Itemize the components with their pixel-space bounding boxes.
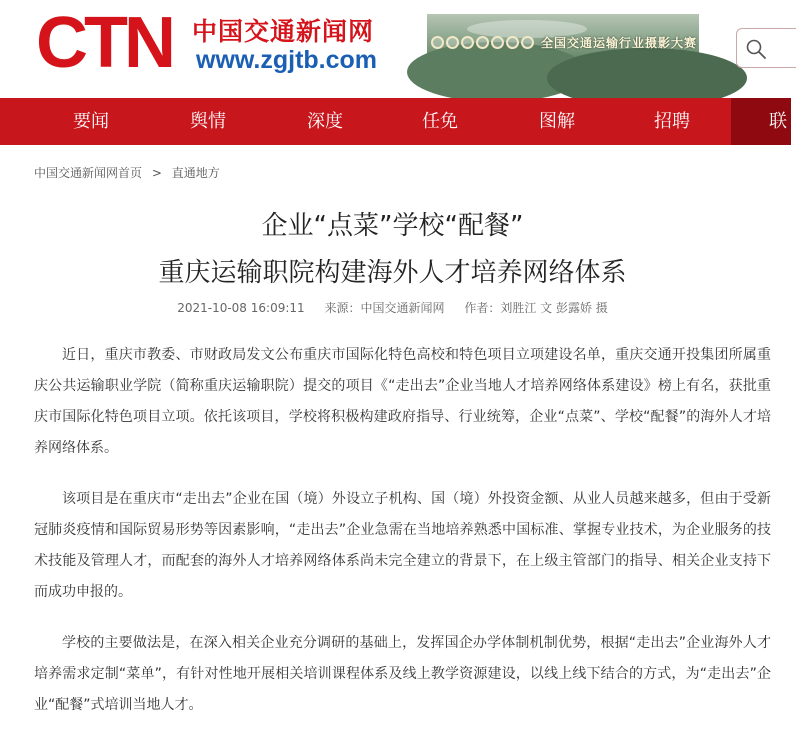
article-source: 来源：中国交通新闻网 bbox=[324, 301, 445, 315]
breadcrumb bbox=[34, 164, 220, 181]
breadcrumb-current[interactable]: 直通地方 bbox=[171, 166, 220, 180]
header-banner-ad[interactable] bbox=[427, 14, 699, 72]
article-paragraph: 学校的主要做法是，在深入相关企业充分调研的基础上，发挥国企办学体制机制优势，根据“走出去”企业海外人才培养需求定制“菜单”，有针对性地开展相关培训课程体系及线上教学资源建设，以线上线下结合的方式，为“走出去”企业“配餐”式培训当地人才。 bbox=[34, 635, 771, 713]
nav-item-appointments[interactable]: 任免 bbox=[422, 111, 458, 132]
breadcrumb-home[interactable]: 中国交通新闻网首页 bbox=[34, 166, 143, 180]
nav-item-infographics[interactable]: 图解 bbox=[539, 111, 575, 132]
banner-medals bbox=[431, 36, 534, 49]
article-title-line2: 重庆运输职院构建海外人才培养网络体系 bbox=[158, 258, 627, 288]
site-logo[interactable] bbox=[36, 3, 411, 83]
nav-item-jobs[interactable]: 招聘 bbox=[654, 111, 690, 132]
search-box[interactable] bbox=[736, 28, 796, 68]
nav-item-depth[interactable]: 深度 bbox=[307, 111, 343, 132]
article-body bbox=[34, 340, 771, 741]
banner-text: 全国交通运输行业摄影大赛 bbox=[541, 36, 698, 50]
article-datetime: 2021-10-08 16:09:11 bbox=[177, 301, 305, 315]
main-nav bbox=[0, 98, 785, 145]
article-title-line1: 企业“点菜”学校“配餐” bbox=[261, 211, 524, 241]
search-icon[interactable] bbox=[745, 38, 767, 60]
breadcrumb-separator: > bbox=[151, 166, 162, 180]
article-author: 作者：刘胜江 文 彭露娇 摄 bbox=[464, 301, 608, 315]
nav-item-news[interactable]: 要闻 bbox=[73, 111, 109, 132]
nav-item-opinion[interactable]: 舆情 bbox=[190, 111, 226, 132]
logo-ctn-mark: CTN bbox=[36, 3, 172, 83]
article-paragraph: 该项目是在重庆市“走出去”企业在国（境）外设立子机构、国（境）外投资金额、从业人员越来越多，但由于受新冠肺炎疫情和国际贸易形势等因素影响，“走出去”企业急需在当地培养熟悉中国标准、掌握专业技术，为企业服务的技术技能及管理人才，而配套的海外人才培养网络体系尚未完全建立的背景下，在上级主管部门的指导、相关企业支持下而成功申报的。 bbox=[34, 491, 771, 600]
article-meta bbox=[0, 299, 785, 316]
site-header bbox=[0, 0, 785, 98]
article-paragraph: 近日，重庆市教委、市财政局发文公布重庆市国际化特色高校和特色项目立项建设名单，重庆交通开投集团所属重庆公共运输职业学院（简称重庆运输职院）提交的项目《“走出去”企业当地人才培养网络体系建设》榜上有名，获批重庆市国际化特色项目立项。依托该项目，学校将积极构建政府指导、行业统筹，企业“点菜”、学校“配餐”的海外人才培养网络体系。 bbox=[34, 347, 771, 456]
nav-item-more[interactable]: 联 bbox=[731, 98, 791, 145]
logo-url: www.zgjtb.com bbox=[196, 46, 378, 74]
logo-chinese-name: 中国交通新闻网 bbox=[192, 17, 375, 46]
